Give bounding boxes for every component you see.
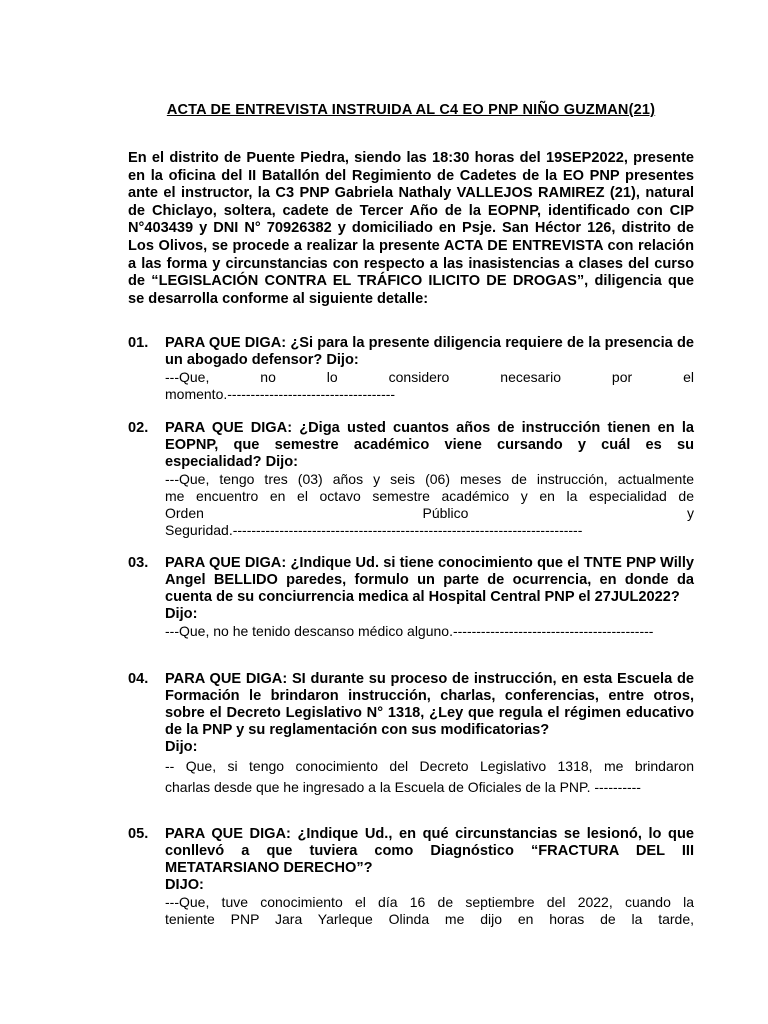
question-text: PARA QUE DIGA: ¿Diga usted cuantos años de instrucción tienen en la EOPNP, que semestre académico viene cursando y cuál es su especialidad? Dijo: <box>165 420 694 470</box>
item-number: 01. <box>128 335 149 351</box>
document-title: ACTA DE ENTREVISTA INSTRUIDA AL C4 EO PNP NIÑO GUZMAN(21) <box>166 102 656 118</box>
question-text: PARA QUE DIGA: SI durante su proceso de instrucción, en esta Escuela de Formación le brindaron instrucción, charlas, conferencias, entre otros, sobre el Decreto Legislativo N° 1318, ¿Ley que regula el régimen educativo de la PNP y su reglamentación con sus modificatorias? <box>165 671 694 738</box>
answer-line: ---Que, tuve conocimiento el día 16 de septiembre del 2022, cuando la <box>165 894 694 910</box>
answer-line: momento.------------------------------------ <box>165 386 396 402</box>
item-number: 05. <box>128 826 149 842</box>
dijo-label: Dijo: <box>165 739 198 755</box>
intro-paragraph: En el distrito de Puente Piedra, siendo las 18:30 horas del 19SEP2022, presente en la oficina del II Batallón del Regimiento de Cadetes de la EO PNP presentes ante el instructor, la C3 PNP Gabriela Nathaly VALLEJOS RAMIREZ (21), natural de Chiclayo, soltera, cadete de Tercer Año de la EOPNP, identificado con CIP N°403439 y DNI N° 70926382 y domiciliado en Psje. San Héctor 126, distrito de Los Olivos, se procede a realizar la presente ACTA DE ENTREVISTA con relación a las forma y circunstancias con respecto a las inasistencias a clases del curso de “LEGISLACIÓN CONTRA EL TRÁFICO ILICITO DE DROGAS”, diligencia que se desarrolla conforme al siguiente detalle: <box>128 150 694 307</box>
question-text: PARA QUE DIGA: ¿Si para la presente diligencia requiere de la presencia de un abogado defensor? Dijo: <box>165 335 694 368</box>
answer-line: Orden Público y <box>165 505 694 521</box>
answer-line: charlas desde que he ingresado a la Escuela de Oficiales de la PNP. ---------- <box>165 778 641 795</box>
answer-line: Seguridad.--------------------------------------------------------------------------- <box>165 522 583 538</box>
dijo-label: DIJO: <box>165 877 204 893</box>
answer-line: ---Que, no he tenido descanso médico alguno.------------------------------------------- <box>165 623 654 639</box>
item-number: 02. <box>128 420 149 436</box>
question-text: PARA QUE DIGA: ¿Indique Ud., en qué circunstancias se lesionó, lo que conllevó a que tuviera como Diagnóstico “FRACTURA DEL III METATARSIANO DERECHO”? <box>165 826 694 876</box>
answer-line: ---Que, no lo considero necesario por el <box>165 369 694 385</box>
answer-line: me encuentro en el octavo semestre académico y en la especialidad de <box>165 488 694 504</box>
answer-line: -- Que, si tengo conocimiento del Decreto Legislativo 1318, me brindaron <box>165 758 694 774</box>
question-text: PARA QUE DIGA: ¿Indique Ud. si tiene conocimiento que el TNTE PNP Willy Angel BELLIDO paredes, formulo un parte de ocurrencia, en donde da cuenta de su conciurrencia medica al Hospital Central PNP el 27JUL2022? <box>165 555 694 605</box>
answer-line: teniente PNP Jara Yarleque Olinda me dijo en horas de la tarde, <box>165 911 694 927</box>
item-number: 04. <box>128 671 149 687</box>
answer-line: ---Que, tengo tres (03) años y seis (06) meses de instrucción, actualmente <box>165 471 694 487</box>
dijo-label: Dijo: <box>165 606 198 622</box>
item-number: 03. <box>128 555 149 571</box>
